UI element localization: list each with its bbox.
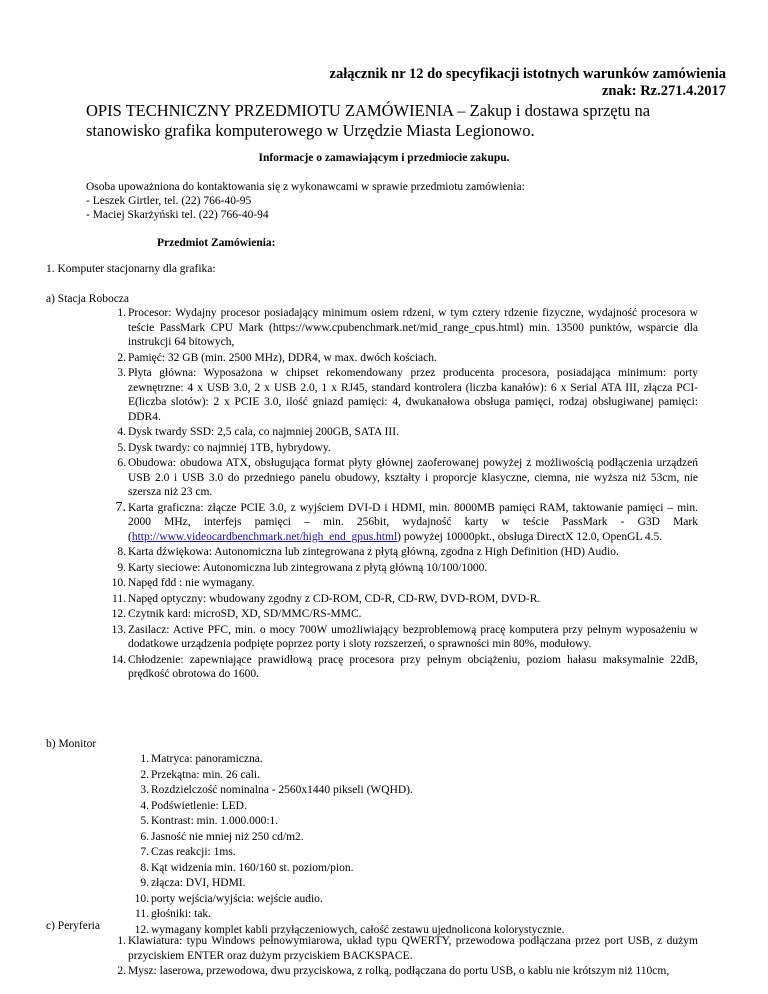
item-heading: 1. Komputer stacjonarny dla grafika: [46,263,216,275]
annex-header: załącznik nr 12 do specyfikacji istotnych warunków zamówienia [329,66,726,82]
contact-person-2: - Maciej Skarżyński tel. (22) 766-40-94 [86,209,269,221]
subject-heading: Przedmiot Zamówienia: [157,237,276,249]
list-item: 8. Kąt widzenia min. 160/160 st. poziom/pion. [140,861,354,874]
contact-person-1: - Leszek Girtler, tel. (22) 766-40-95 [86,195,252,207]
list-item: 9. Karty sieciowe: Autonomiczna lub zintegrowana z płytą główną 10/100/1000. [117,561,488,574]
list-item: 7. Czas reakcji: 1ms. [140,846,236,858]
list-item: 12. Czytnik kard: microSD, XD, SD/MMC/RS-MMC. [111,608,362,620]
list-item: 3. Rozdzielczość nominalna - 2560x1440 pikseli (WQHD). [140,784,413,796]
list-item: 1. Procesor: Wydajny procesor posiadający minimum osiem rdzeni, w tym cztery rdzenie fizyczne, wydajność procesora w teście PassMark CPU Mark (https://www.cpubenchmark.net/mid_range_cpus.html) min. 13500 punktów, wsparcie dla instrukcji 64 bitowych, [117,307,698,348]
list-item: 2. Mysz: laserowa, przewodowa, dwu przyciskowa, z rolką, podłączana do portu USB, o kablu nie krótszym niż 110cm, [117,965,670,977]
list-item: 6. Obudowa: obudowa ATX, obsługująca format płyty głównej zaoferowanej powyżej z możliwością podłączenia urządzeń USB 2.0 i USB 3.0 do przedniego panelu obudowy, kształty i proporcje klasyczne, ciemna, nie wyższa niż 53cm, nie szersza niż 23 cm. [117,457,698,498]
reference-number: znak: Rz.271.4.2017 [601,83,726,99]
section-a-list [111,306,698,683]
info-heading: Informacje o zamawiającym i przedmiocie zakupu. [258,152,510,164]
list-item: 12. wymagany komplet kabli przyłączeniowych, całość zestawu ujednolicona kolorystycznie. [134,923,565,936]
list-item: 10. porty wejścia/wyjścia: wejście audio. [134,892,323,905]
list-item: 7. Karta graficzna: złącze PCIE 3.0, z wyjściem DVI-D i HDMI, min. 8000MB pamięci RAM, taktowanie pamięci – min. 2000 MHz, interfejs pamięci – min. 256bit, wydajność karty w teście PassMark - G3D Mark (http://www.videocardbenchmark.net/high_end_gpus.html) powyżej 10000pkt., obsługa DirectX 12.0, OpenGL 4.5. [115,499,698,543]
section-c-title: c) Peryferia [46,920,100,932]
section-b-title: b) Monitor [46,738,97,750]
list-item: 2. Pamięć: 32 GB (min. 2500 MHz), DDR4, w max. dwóch kościach. [117,351,437,364]
list-item: 13. Zasilacz: Active PFC, min. o mocy 700W umożliwiający bezproblemową pracę komputera przy pełnym wyposażeniu w dodatkowe urządzenia podpięte poprzez porty i sloty rozszerzeń, o sprawności min 80%, modułowy. [111,623,698,650]
contact-intro: Osoba upoważniona do kontaktowania się z wykonawcami w sprawie przedmiotu zamówienia: [86,181,525,193]
section-c-list [117,934,698,980]
list-item: 3. Płyta główna: Wyposażona w chipset rekomendowany przez producenta procesora, posiadająca minimum: porty zewnętrzne: 4 x USB 3.0, 2 x USB 2.0, 1 x RJ45, standard kontrolera (liczba kanałów): 6 x Serial ATA III, złącza PCI-E(liczba slotów): 2 x PCIE 3.0, ilość gniazd pamięci: 4, dwukanałowa obsługa pamięci, rodzaj obsługiwanej pamięci: DDR4. [117,367,698,423]
list-item: 5. Kontrast: min. 1.000.000:1. [140,815,279,827]
list-item: 11. Napęd optyczny: wbudowany zgodny z CD-ROM, CD-R, CD-RW, DVD-ROM, DVD-R. [112,592,541,605]
list-item: 1. Matryca: panoramiczna. [140,753,263,765]
list-item: 4. Dysk twardy SSD: 2,5 cala, co najmniej 200GB, SATA III. [117,426,399,438]
list-item: 9. złącza: DVI, HDMI. [140,877,246,889]
list-item: 6. Jasność nie mniej niż 250 cd/m2. [140,830,304,843]
list-item: 5. Dysk twardy: co najmniej 1TB, hybrydowy. [117,441,331,454]
list-item: 11. głośniki: tak. [135,908,212,920]
list-item: 10. Napęd fdd : nie wymagany. [111,577,255,589]
benchmark-link[interactable]: http://www.videocardbenchmark.net/high_end_gpus.html [131,530,398,543]
section-b-list [134,752,711,938]
list-item: 2. Przekątna: min. 26 cali. [140,768,260,781]
document-title: OPIS TECHNICZNY PRZEDMIOTU ZAMÓWIENIA – Zakup i dostawa sprzętu na stanowisko grafika komputerowego w Urzędzie Miasta Legionowo. [86,101,651,140]
list-item: 1. Klawiatura: typu Windows pełnowymiarowa, układ typu QWERTY, przewodowa podłączana przez port USB, z dużym przyciskiem ENTER oraz dużym przyciskiem BACKSPACE. [117,935,698,962]
list-item: 8. Karta dźwiękowa: Autonomiczna lub zintegrowana z płytą główną, zgodna z High Definition (HD) Audio. [117,546,619,558]
list-item: 4. Podświetlenie: LED. [140,799,247,812]
section-a-title: a) Stacja Robocza [46,293,130,305]
list-item: 14. Chłodzenie: zapewniające prawidłową pracę procesora przy pełnym obciążeniu, poziom hałasu maksymalnie 22dB, prędkość obrotowa do 1600. [111,653,698,680]
